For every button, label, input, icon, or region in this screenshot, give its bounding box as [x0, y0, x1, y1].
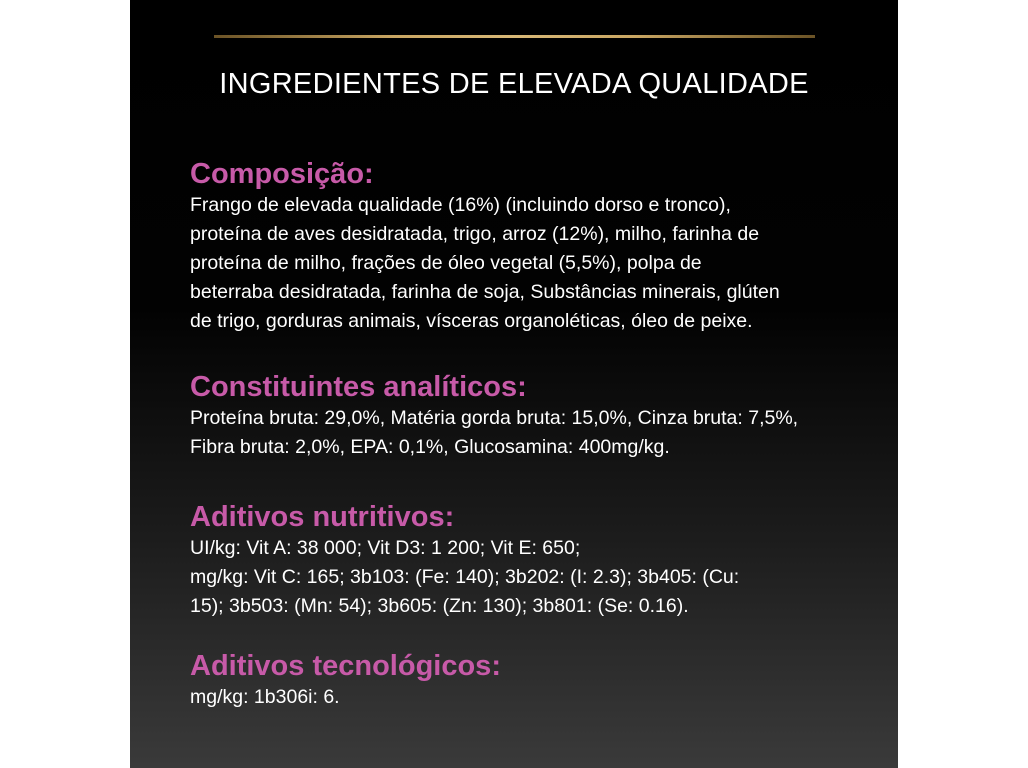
gold-divider: [214, 35, 815, 38]
section-heading: Aditivos tecnológicos:: [190, 650, 501, 682]
text-line: beterraba desidratada, farinha de soja, Substâncias minerais, glúten: [190, 281, 780, 303]
text-line: UI/kg: Vit A: 38 000; Vit D3: 1 200; Vit E: 650;: [190, 537, 581, 559]
text-line: Frango de elevada qualidade (16%) (incluindo dorso e tronco),: [190, 194, 731, 216]
section-analytical: [190, 370, 890, 462]
text-line: proteína de aves desidratada, trigo, arroz (12%), milho, farinha de: [190, 223, 760, 245]
text-line: Fibra bruta: 2,0%, EPA: 0,1%, Glucosamina: 400mg/kg.: [190, 436, 670, 458]
ingredients-panel: [130, 0, 898, 768]
section-heading: Composição:: [190, 158, 374, 190]
text-line: Proteína bruta: 29,0%, Matéria gorda bruta: 15,0%, Cinza bruta: 7,5%,: [190, 407, 799, 429]
section-heading: Aditivos nutritivos:: [190, 501, 455, 533]
page-title: INGREDIENTES DE ELEVADA QUALIDADE: [219, 68, 809, 100]
section-nutritional-additives: [190, 500, 890, 621]
text-line: 15); 3b503: (Mn: 54); 3b605: (Zn: 130); 3b801: (Se: 0.16).: [190, 595, 689, 617]
section-heading: Constituintes analíticos:: [190, 371, 527, 403]
text-line: mg/kg: Vit C: 165; 3b103: (Fe: 140); 3b202: (I: 2.3); 3b405: (Cu:: [190, 566, 740, 588]
section-composition: [190, 157, 890, 336]
text-line: proteína de milho, frações de óleo vegetal (5,5%), polpa de: [190, 252, 702, 274]
section-technological-additives: [190, 649, 890, 712]
text-line: mg/kg: 1b306i: 6.: [190, 686, 340, 708]
text-line: de trigo, gorduras animais, vísceras organoléticas, óleo de peixe.: [190, 310, 753, 332]
